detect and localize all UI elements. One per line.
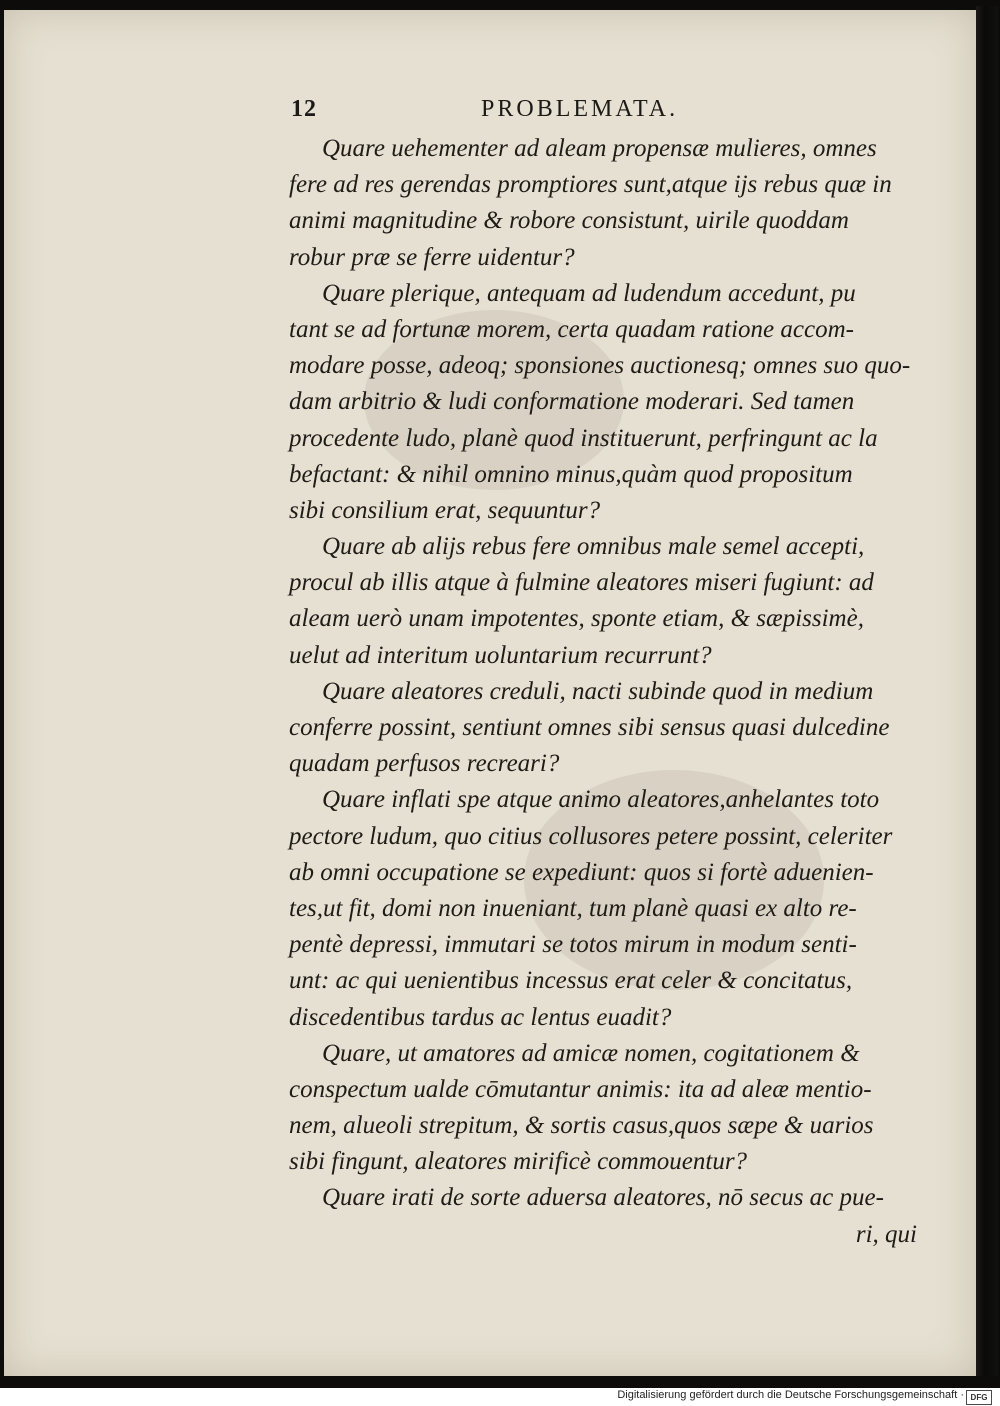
text-line: sibi consilium erat, sequuntur? — [289, 496, 601, 524]
text-line: robur præ se ferre uidentur? — [289, 243, 575, 271]
text-line: pentè depressi, immutari se totos mirum in modum senti- — [289, 931, 857, 959]
text-line: Quare, ut amatores ad amicæ nomen, cogitationem & — [322, 1039, 860, 1067]
dfg-logo-icon: DFG — [966, 1390, 992, 1405]
text-line: Quare uehementer ad aleam propensæ mulieres, omnes — [322, 135, 877, 162]
text-line: aleam uerò unam impotentes, sponte etiam, & sæpissimè, — [289, 605, 864, 633]
text-line: pectore ludum, quo citius collusores petere possint, celeriter — [289, 822, 893, 850]
funding-credit: Digitalisierung gefördert durch die Deutsche Forschungsgemeinschaft · — [617, 1389, 964, 1401]
catchword-line: ri, qui — [855, 1220, 917, 1248]
page-number: 12 — [291, 96, 317, 122]
text-line: dam arbitrio & ludi conformatione moderari. Sed tamen — [289, 388, 855, 416]
text-line: tant se ad fortunæ morem, certa quadam ratione accom- — [289, 315, 854, 343]
text-line: befactant: & nihil omnino minus,quàm quod propositum — [289, 460, 853, 488]
text-line: quadam perfusos recreari? — [289, 750, 560, 778]
text-line: animi magnitudine & robore consistunt, uirile quoddam — [289, 207, 849, 235]
running-head: PROBLEMATA. — [481, 96, 679, 122]
text-line: tes,ut fit, domi non inueniant, tum planè quasi ex alto re- — [289, 894, 857, 922]
text-line: conspectum ualde cōmutantur animis: ita ad aleæ mentio- — [289, 1075, 872, 1103]
footer-bar — [0, 1388, 1000, 1406]
text-line: procedente ludo, planè quod instituerunt, perfringunt ac la — [289, 424, 878, 452]
text-line: sibi fingunt, aleatores mirificè commouentur? — [289, 1148, 748, 1176]
scan-border — [0, 1376, 1000, 1388]
text-line: Quare aleatores creduli, nacti subinde quod in medium — [322, 677, 874, 705]
text-line: conferre possint, sentiunt omnes sibi sensus quasi dulcedine — [289, 714, 890, 741]
text-line: Quare irati de sorte aduersa aleatores, nō secus ac pue- — [322, 1184, 884, 1212]
text-line: modare posse, adeoq; sponsiones auctionesq; omnes suo quo- — [289, 352, 911, 380]
page-header — [4, 90, 980, 130]
text-line: Quare plerique, antequam ad ludendum accedunt, pu — [322, 279, 856, 307]
text-line: ab omni occupatione se expediunt: quos si fortè aduenien- — [289, 858, 874, 886]
text-line: fere ad res gerendas promptiores sunt,atque ijs rebus quæ in — [289, 171, 892, 199]
page-edge-shadow — [976, 6, 998, 1380]
text-line: nem, alueoli strepitum, & sortis casus,quos sæpe & uarios — [289, 1112, 874, 1140]
book-page — [4, 10, 976, 1376]
text-line: unt: ac qui uenientibus incessus erat celer & concitatus, — [289, 967, 853, 995]
text-line: Quare ab alijs rebus fere omnibus male semel accepti, — [322, 533, 865, 561]
text-line: discedentibus tardus ac lentus euadit? — [289, 1003, 672, 1031]
text-line: Quare inflati spe atque animo aleatores,anhelantes toto — [322, 786, 880, 814]
text-line: uelut ad interitum uoluntarium recurrunt? — [289, 641, 712, 669]
body-text — [289, 131, 917, 1253]
text-line: procul ab illis atque à fulmine aleatores miseri fugiunt: ad — [289, 569, 874, 597]
